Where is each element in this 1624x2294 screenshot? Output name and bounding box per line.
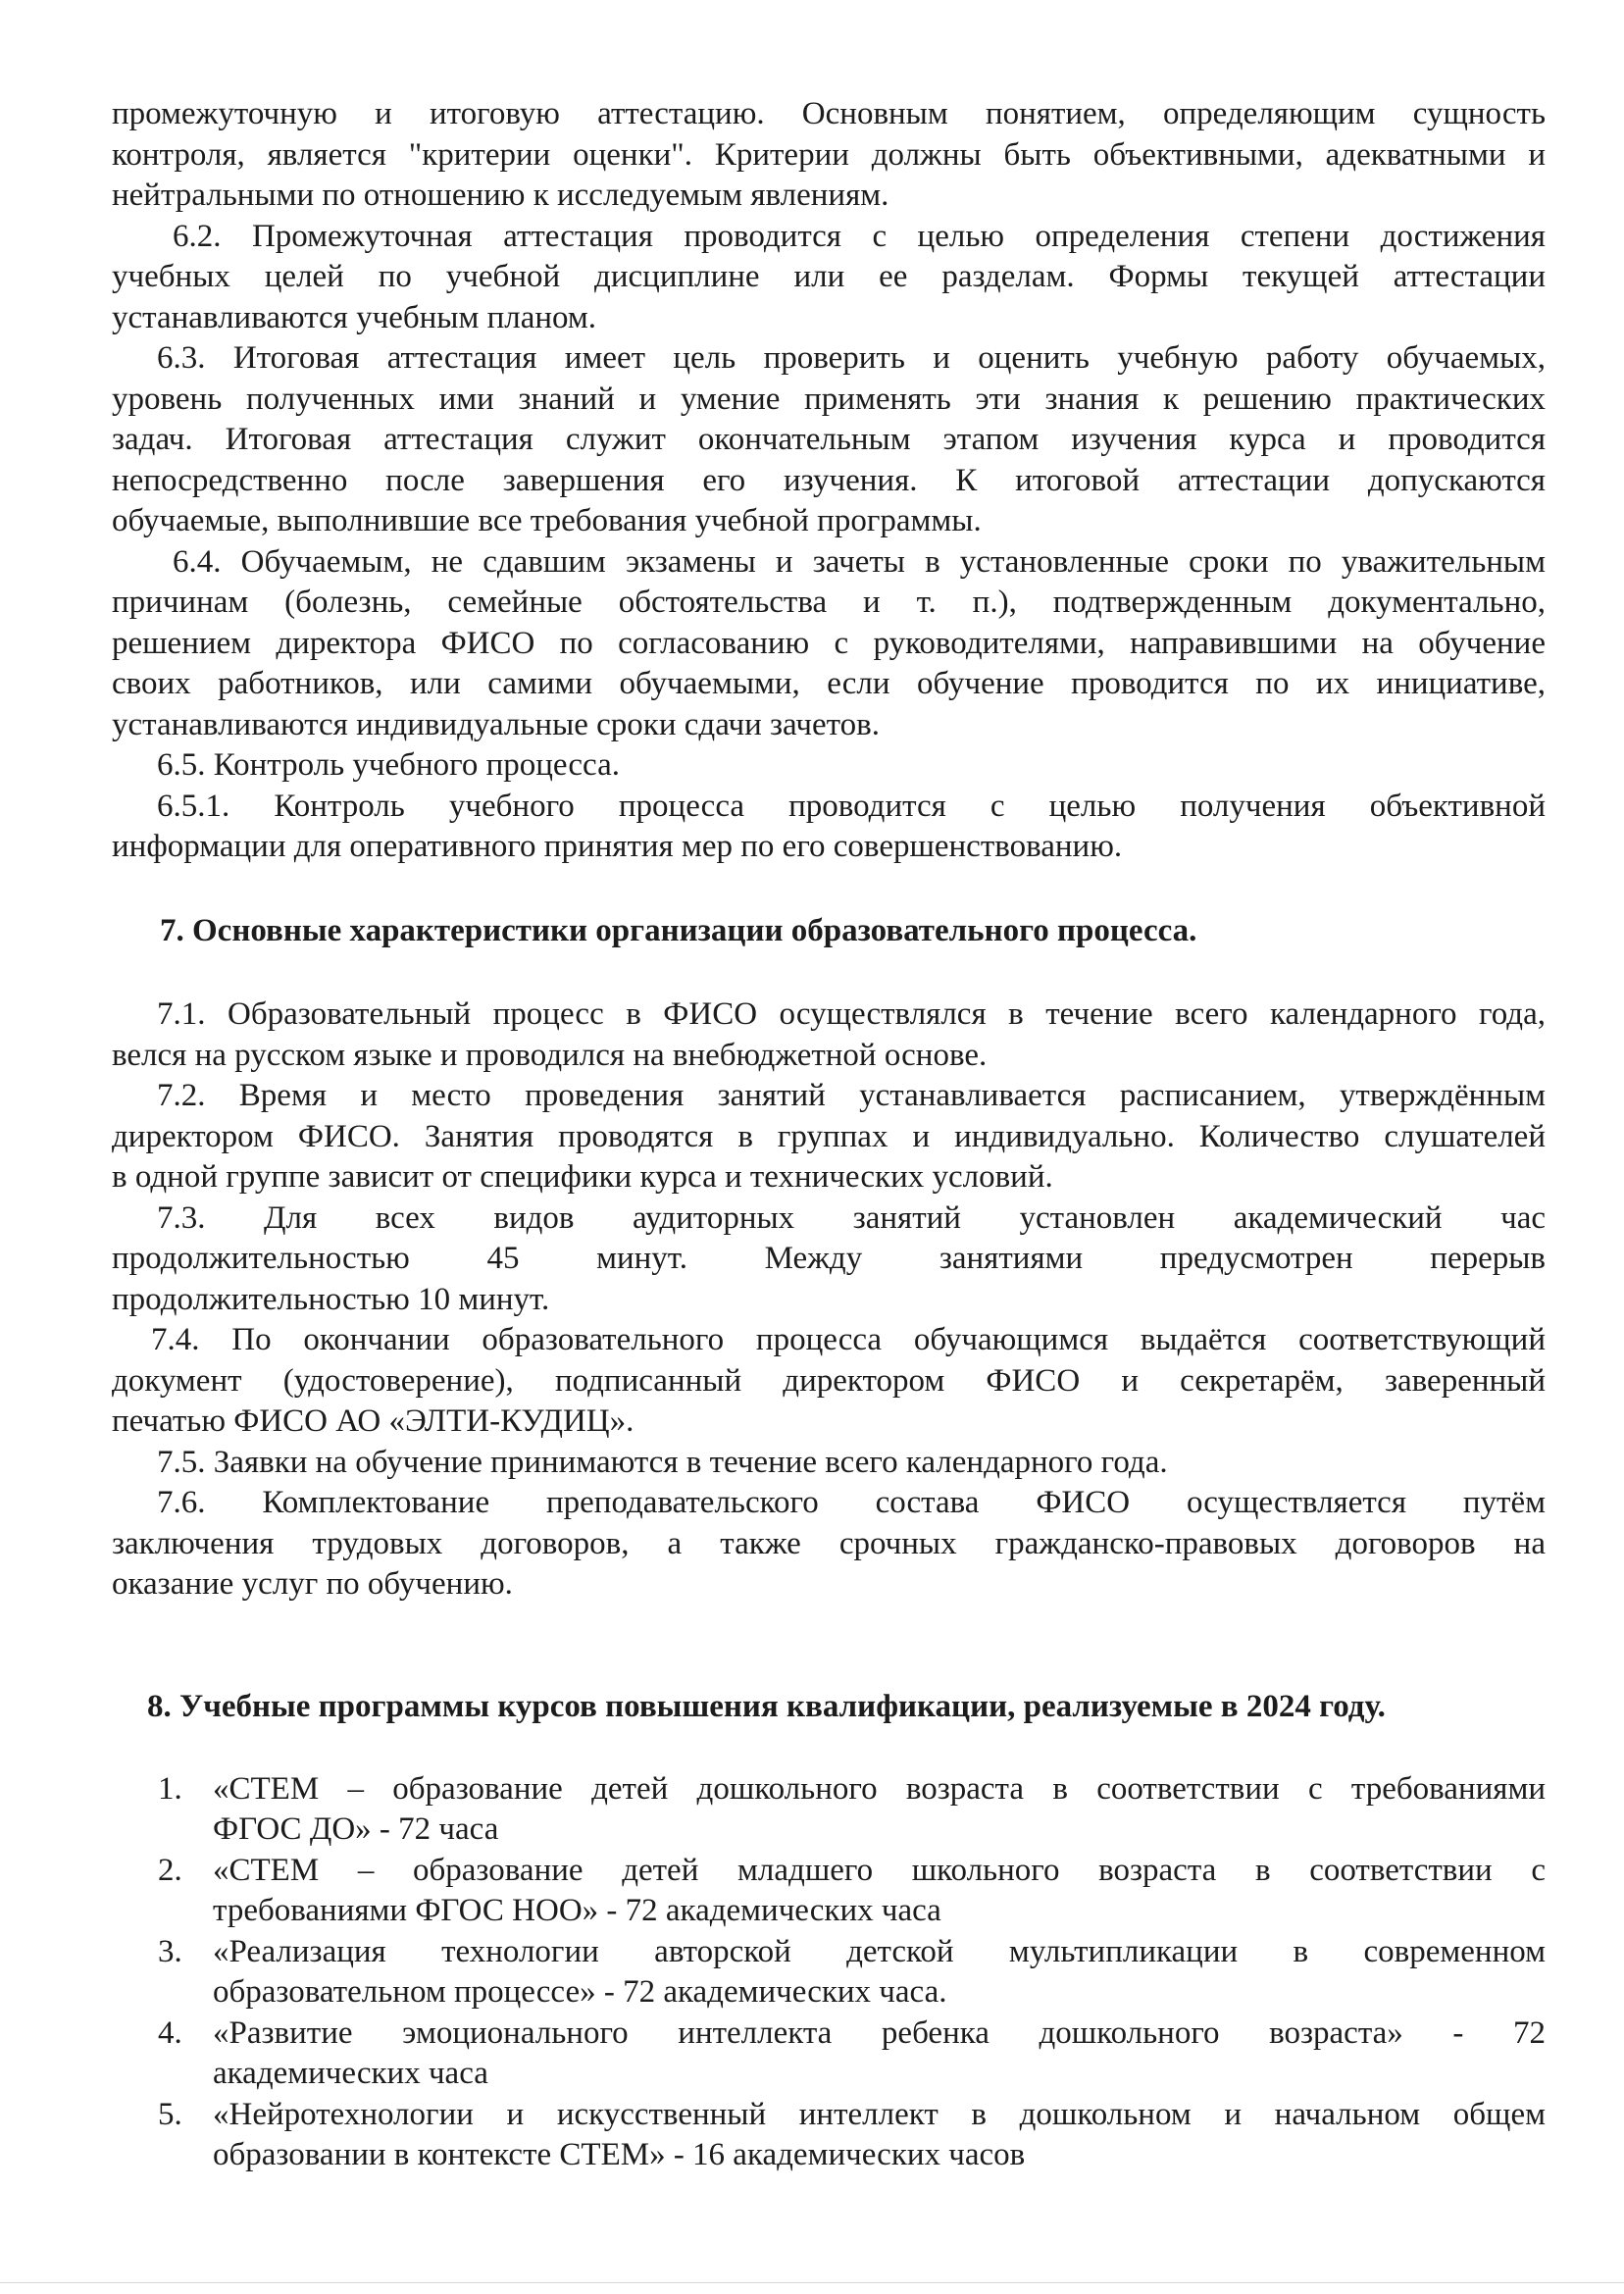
paragraph-line: 6.5. Контроль учебного процесса. (157, 747, 620, 783)
paragraph-line: решением директора ФИСО по согласованию с руководителями, направившими на обучение (112, 626, 1546, 661)
paragraph-line: 6.3. Итоговая аттестация имеет цель проверить и оценить учебную работу обучаемых, (157, 340, 1546, 376)
paragraph-line: 7.5. Заявки на обучение принимаются в течение всего календарного года. (157, 1445, 1168, 1480)
list-item-line: требованиями ФГОС НОО» - 72 академических часа (213, 1893, 941, 1928)
list-item-number: 2. (158, 1853, 182, 1888)
paragraph-line: нейтральными по отношению к исследуемым явлениям. (112, 178, 889, 213)
paragraph-line: велся на русском языке и проводился на внебюджетной основе. (112, 1038, 988, 1073)
paragraph-line: причинам (болезнь, семейные обстоятельства и т. п.), подтвержденным документально, (112, 585, 1546, 620)
section-heading: 7. Основные характеристики организации образовательного процесса. (160, 913, 1197, 948)
list-item-number: 1. (158, 1771, 182, 1807)
paragraph-line: 6.4. Обучаемым, не сдавшим экзамены и зачеты в установленные сроки по уважительным (173, 544, 1546, 580)
paragraph-line: продолжительностью 45 минут. Между занятиями предусмотрен перерыв (112, 1241, 1546, 1276)
paragraph-line: директором ФИСО. Занятия проводятся в группах и индивидуально. Количество слушателей (112, 1119, 1546, 1154)
section-heading: 8. Учебные программы курсов повышения квалификации, реализуемые в 2024 году. (147, 1689, 1386, 1724)
list-item-line: «Развитие эмоционального интеллекта ребенка дошкольного возраста» - 72 (213, 2015, 1546, 2051)
paragraph-line: устанавливаются индивидуальные сроки сдачи зачетов. (112, 707, 880, 742)
paragraph-line: информации для оперативного принятия мер по его совершенствованию. (112, 829, 1123, 864)
list-item-number: 3. (158, 1934, 182, 1969)
list-item-line: «Нейротехнологии и искусственный интеллект в дошкольном и начальном общем (213, 2097, 1546, 2132)
paragraph-line: контроля, является "критерии оценки". Критерии должны быть объективными, адекватными и (112, 137, 1546, 173)
list-item-line: образовательном процессе» - 72 академических часа. (213, 1974, 947, 2010)
paragraph-line: оказание услуг по обучению. (112, 1566, 513, 1602)
paragraph-line: 7.6. Комплектование преподавательского состава ФИСО осуществляется путём (157, 1485, 1546, 1520)
list-item-line: «СТЕМ – образование детей дошкольного возраста в соответствии с требованиями (213, 1771, 1546, 1807)
paragraph-line: 7.2. Время и место проведения занятий устанавливается расписанием, утверждённым (157, 1078, 1546, 1113)
scan-edge-line (0, 2282, 1624, 2283)
paragraph-line: печатью ФИСО АО «ЭЛТИ-КУДИЦ». (112, 1403, 634, 1439)
paragraph-line: 7.1. Образовательный процесс в ФИСО осуществлялся в течение всего календарного года, (157, 996, 1546, 1032)
list-item-line: «СТЕМ – образование детей младшего школьного возраста в соответствии с (213, 1853, 1546, 1888)
list-item-line: образовании в контексте СТЕМ» - 16 академических часов (213, 2137, 1026, 2172)
paragraph-line: уровень полученных ими знаний и умение применять эти знания к решению практических (112, 382, 1546, 417)
paragraph-line: 7.3. Для всех видов аудиторных занятий установлен академический час (157, 1200, 1546, 1236)
paragraph-line: своих работников, или самими обучаемыми, если обучение проводится по их инициативе, (112, 666, 1546, 701)
paragraph-line: продолжительностью 10 минут. (112, 1282, 550, 1317)
paragraph-line: устанавливаются учебным планом. (112, 300, 597, 335)
list-item-number: 5. (158, 2097, 182, 2132)
paragraph-line: 6.2. Промежуточная аттестация проводится с целью определения степени достижения (173, 219, 1546, 254)
paragraph-line: 6.5.1. Контроль учебного процесса проводится с целью получения объективной (157, 789, 1546, 824)
list-item-line: «Реализация технологии авторской детской мультипликации в современном (213, 1934, 1546, 1969)
paragraph-line: обучаемые, выполнившие все требования учебной программы. (112, 503, 982, 538)
paragraph-line: учебных целей по учебной дисциплине или ее разделам. Формы текущей аттестации (112, 259, 1546, 294)
paragraph-line: непосредственно после завершения его изучения. К итоговой аттестации допускаются (112, 463, 1546, 498)
paragraph-line: промежуточную и итоговую аттестацию. Основным понятием, определяющим сущность (112, 96, 1546, 131)
paragraph-line: документ (удостоверение), подписанный директором ФИСО и секретарём, заверенный (112, 1363, 1546, 1399)
list-item-line: ФГОС ДО» - 72 часа (213, 1811, 499, 1847)
paragraph-line: заключения трудовых договоров, а также срочных гражданско-правовых договоров на (112, 1526, 1546, 1561)
paragraph-line: в одной группе зависит от специфики курса и технических условий. (112, 1159, 1053, 1195)
list-item-line: академических часа (213, 2056, 488, 2091)
paragraph-line: задач. Итоговая аттестация служит окончательным этапом изучения курса и проводится (112, 422, 1546, 457)
list-item-number: 4. (158, 2015, 182, 2051)
paragraph-line: 7.4. По окончании образовательного процесса обучающимся выдаётся соответствующий (151, 1322, 1546, 1357)
